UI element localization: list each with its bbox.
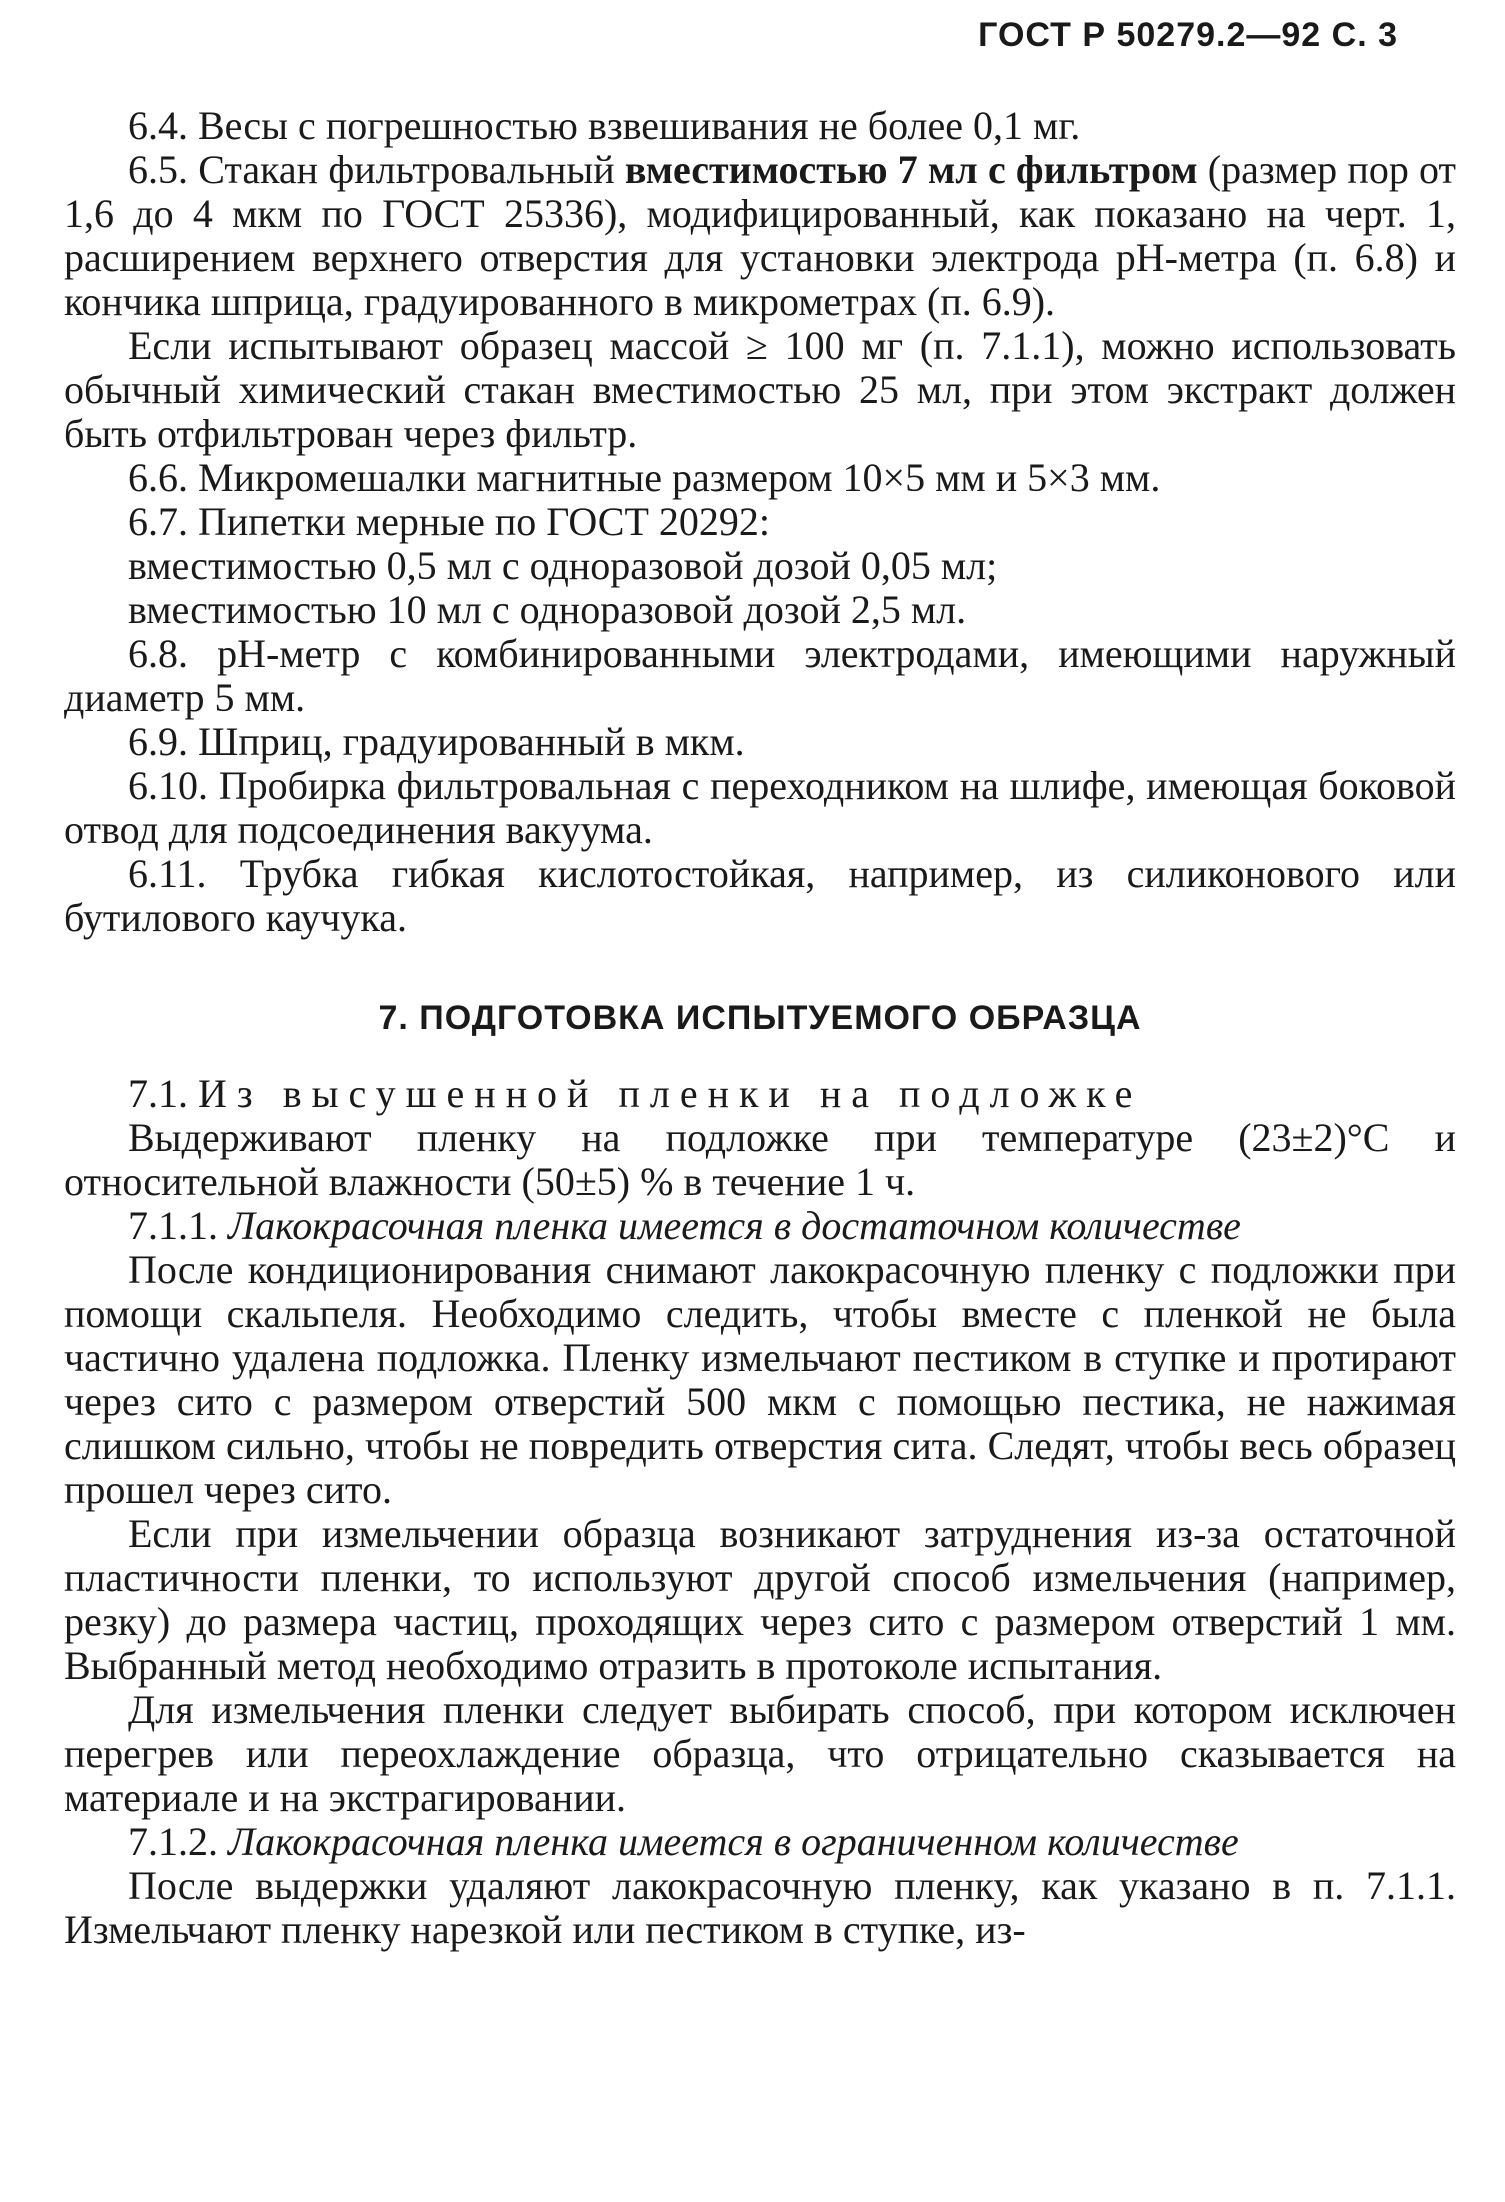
paragraph-7-1-1-title: Лакокрасочная пленка имеется в достаточном количестве [228,1203,1241,1248]
paragraph-7-1-text: Выдерживают пленку на подложке при температуре (23±2)°С и относительной влажности (50±5) % в течение 1 ч. [64,1115,1456,1204]
paragraph-7-1-1-text: После кондиционирования снимают лакокрасочную пленку с подложки при помощи скальпеля. Необходимо следить, чтобы вместе с пленкой не была частично удалена подложка. Пленку измельчают пестиком в ступке и протирают через сито с размером отверстий 500 мкм с помощью пестика, не нажимая слишком сильно, чтобы не повредить отверстия сита. Следят, чтобы весь образец прошел через сито. [64,1247,1456,1512]
paragraph-7-1-1 [64,1204,1456,1248]
paragraph-7-1-number: 7.1. [128,1071,198,1116]
paragraph-6-10: 6.10. Пробирка фильтровальная с переходником на шлифе, имеющая боковой отвод для подсоединения вакуума. [64,763,1456,852]
paragraph-6-5-bold: вместимостью 7 мл с фильтром [624,147,1198,192]
paragraph-6-5-note: Если испытывают образец массой ≥ 100 мг (п. 7.1.1), можно использовать обычный химический стакан вместимостью 25 мл, при этом экстракт должен быть отфильтрован через фильтр. [64,323,1456,456]
paragraph-7-1 [64,1072,1456,1116]
paragraph-6-5-rest: (размер пор от 1,6 до 4 мкм по ГОСТ 25336), модифицированный, как показано на черт. 1, расширением верхнего отверстия для установки электрода рН-метра (п. 6.8) и кончика шприца, градуированного в микрометрах (п. 6.9). [64,147,1456,324]
paragraph-7-1-2 [64,1820,1456,1864]
paragraph-6-6: 6.6. Микромешалки магнитные размером 10×5 мм и 5×3 мм. [128,455,1161,500]
document-body [64,104,1456,1952]
paragraph-7-1-1-b: Если при измельчении образца возникают затруднения из-за остаточной пластичности пленки, то используют другой способ измельчения (например, резку) до размера частиц, проходящих через сито с размером отверстий 1 мм. Выбранный метод необходимо отразить в протоколе испытания. [64,1511,1456,1688]
paragraph-6-8: 6.8. рН-метр с комбинированными электродами, имеющими наружный диаметр 5 мм. [64,631,1456,720]
paragraph-7-1-title: Из высушенной пленки на подложке [198,1071,1143,1116]
paragraph-7-1-1-c: Для измельчения пленки следует выбирать способ, при котором исключен перегрев или переохлаждение образца, что отрицательно сказывается на материале и на экстрагировании. [64,1687,1456,1820]
paragraph-6-5 [64,148,1456,324]
paragraph-6-7-item-b: вместимостью 10 мл с одноразовой дозой 2,5 мл. [128,587,967,632]
paragraph-6-5-start: 6.5. Стакан фильтровальный [128,147,625,192]
paragraph-7-1-1-number: 7.1.1. [128,1203,228,1248]
paragraph-6-4: 6.4. Весы с погрешностью взвешивания не более 0,1 мг. [128,103,1081,148]
section-heading-7: 7. ПОДГОТОВКА ИСПЫТУЕМОГО ОБРАЗЦА [378,999,1142,1037]
paragraph-6-7-item-a: вместимостью 0,5 мл с одноразовой дозой 0,05 мл; [128,543,998,588]
paragraph-6-7: 6.7. Пипетки мерные по ГОСТ 20292: [128,499,771,544]
paragraph-6-11: 6.11. Трубка гибкая кислотостойкая, например, из силиконового или бутилового каучука. [64,851,1456,940]
paragraph-7-1-2-title: Лакокрасочная пленка имеется в ограниченном количестве [228,1819,1239,1864]
page-header: ГОСТ Р 50279.2—92 С. 3 [978,16,1398,54]
paragraph-7-1-2-number: 7.1.2. [128,1819,228,1864]
paragraph-7-1-2-text: После выдержки удаляют лакокрасочную пленку, как указано в п. 7.1.1. Измельчают пленку нарезкой или пестиком в ступке, из- [64,1863,1456,1952]
paragraph-6-9: 6.9. Шприц, градуированный в мкм. [128,719,745,764]
